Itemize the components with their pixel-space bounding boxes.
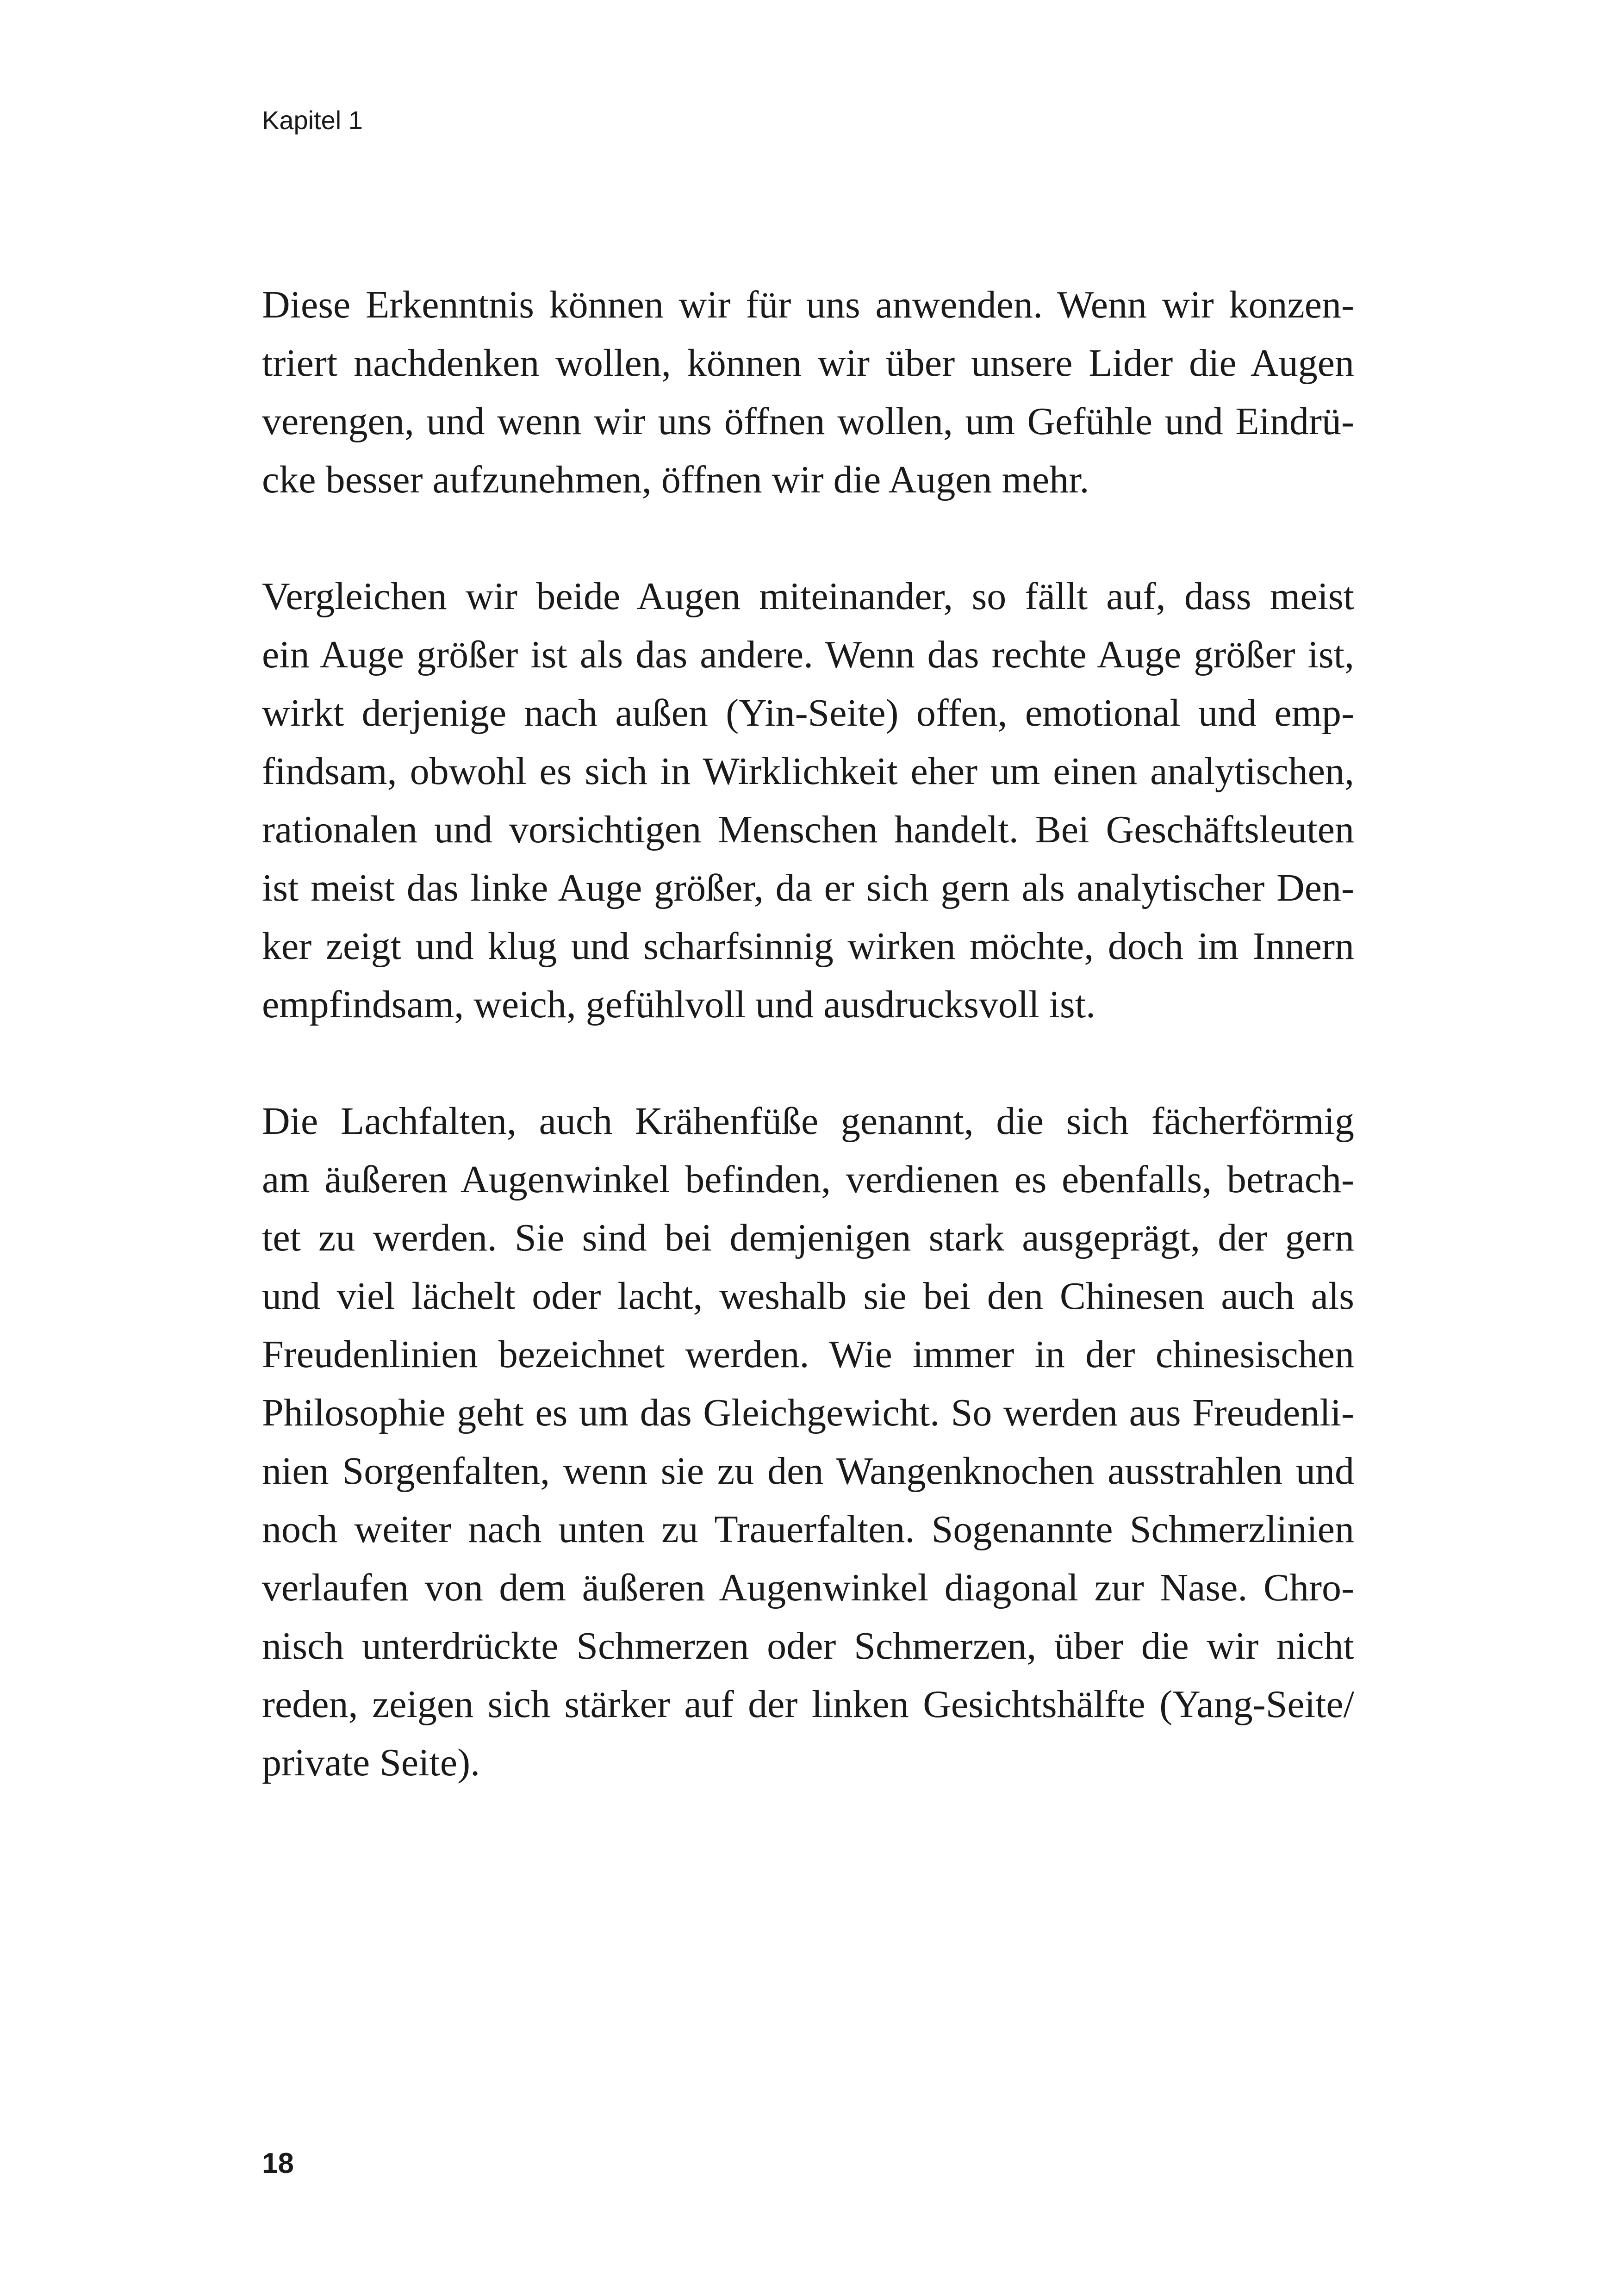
text-line: Philosophie geht es um das Gleichgewicht. So werden aus Freudenli- bbox=[262, 1391, 1354, 1434]
text-line: empfindsam, weich, gefühlvoll und ausdrucksvoll ist. bbox=[262, 983, 1096, 1026]
text-line: verengen, und wenn wir uns öffnen wollen, um Gefühle und Eindrü- bbox=[262, 400, 1354, 443]
paragraph-2 bbox=[262, 567, 1354, 1034]
text-line: tet zu werden. Sie sind bei demjenigen stark ausgeprägt, der gern bbox=[262, 1216, 1354, 1259]
text-line: noch weiter nach unten zu Trauerfalten. Sogenannte Schmerzlinien bbox=[262, 1508, 1354, 1551]
text-line: nisch unterdrückte Schmerzen oder Schmerzen, über die wir nicht bbox=[262, 1624, 1354, 1668]
text-line: private Seite). bbox=[262, 1741, 480, 1784]
text-line: rationalen und vorsichtigen Menschen handelt. Bei Geschäftsleuten bbox=[262, 808, 1354, 851]
text-line: findsam, obwohl es sich in Wirklichkeit eher um einen analytischen, bbox=[262, 750, 1354, 793]
text-line: am äußeren Augenwinkel befinden, verdienen es ebenfalls, betrach- bbox=[262, 1158, 1354, 1201]
text-line: verlaufen von dem äußeren Augenwinkel diagonal zur Nase. Chro- bbox=[262, 1566, 1354, 1609]
text-line: triert nachdenken wollen, können wir über unsere Lider die Augen bbox=[262, 342, 1354, 385]
paragraph-3 bbox=[262, 1092, 1354, 1792]
text-line: und viel lächelt oder lacht, weshalb sie bei den Chinesen auch als bbox=[262, 1275, 1354, 1318]
text-line: Die Lachfalten, auch Krähenfüße genannt, die sich fächerförmig bbox=[262, 1100, 1354, 1143]
text-line: reden, zeigen sich stärker auf der linken Gesichtshälfte (Yang-Seite/ bbox=[262, 1683, 1354, 1726]
running-head: Kapitel 1 bbox=[262, 106, 363, 135]
text-line: ist meist das linke Auge größer, da er sich gern als analytischer Den- bbox=[262, 866, 1354, 909]
text-line: wirkt derjenige nach außen (Yin-Seite) offen, emotional und emp- bbox=[262, 691, 1354, 734]
text-line: Vergleichen wir beide Augen miteinander, so fällt auf, dass meist bbox=[262, 575, 1354, 618]
text-line: ker zeigt und klug und scharfsinnig wirken möchte, doch im Innern bbox=[262, 925, 1354, 968]
page-number: 18 bbox=[262, 2147, 294, 2179]
text-line: ein Auge größer ist als das andere. Wenn das rechte Auge größer ist, bbox=[262, 633, 1354, 676]
text-line: Diese Erkenntnis können wir für uns anwenden. Wenn wir konzen- bbox=[262, 283, 1354, 326]
text-line: Freudenlinien bezeichnet werden. Wie immer in der chinesischen bbox=[262, 1333, 1354, 1376]
body-text bbox=[262, 276, 1354, 1850]
text-line: cke besser aufzunehmen, öffnen wir die Augen mehr. bbox=[262, 458, 1089, 501]
paragraph-1 bbox=[262, 276, 1354, 509]
text-line: nien Sorgenfalten, wenn sie zu den Wangenknochen ausstrahlen und bbox=[262, 1450, 1354, 1493]
